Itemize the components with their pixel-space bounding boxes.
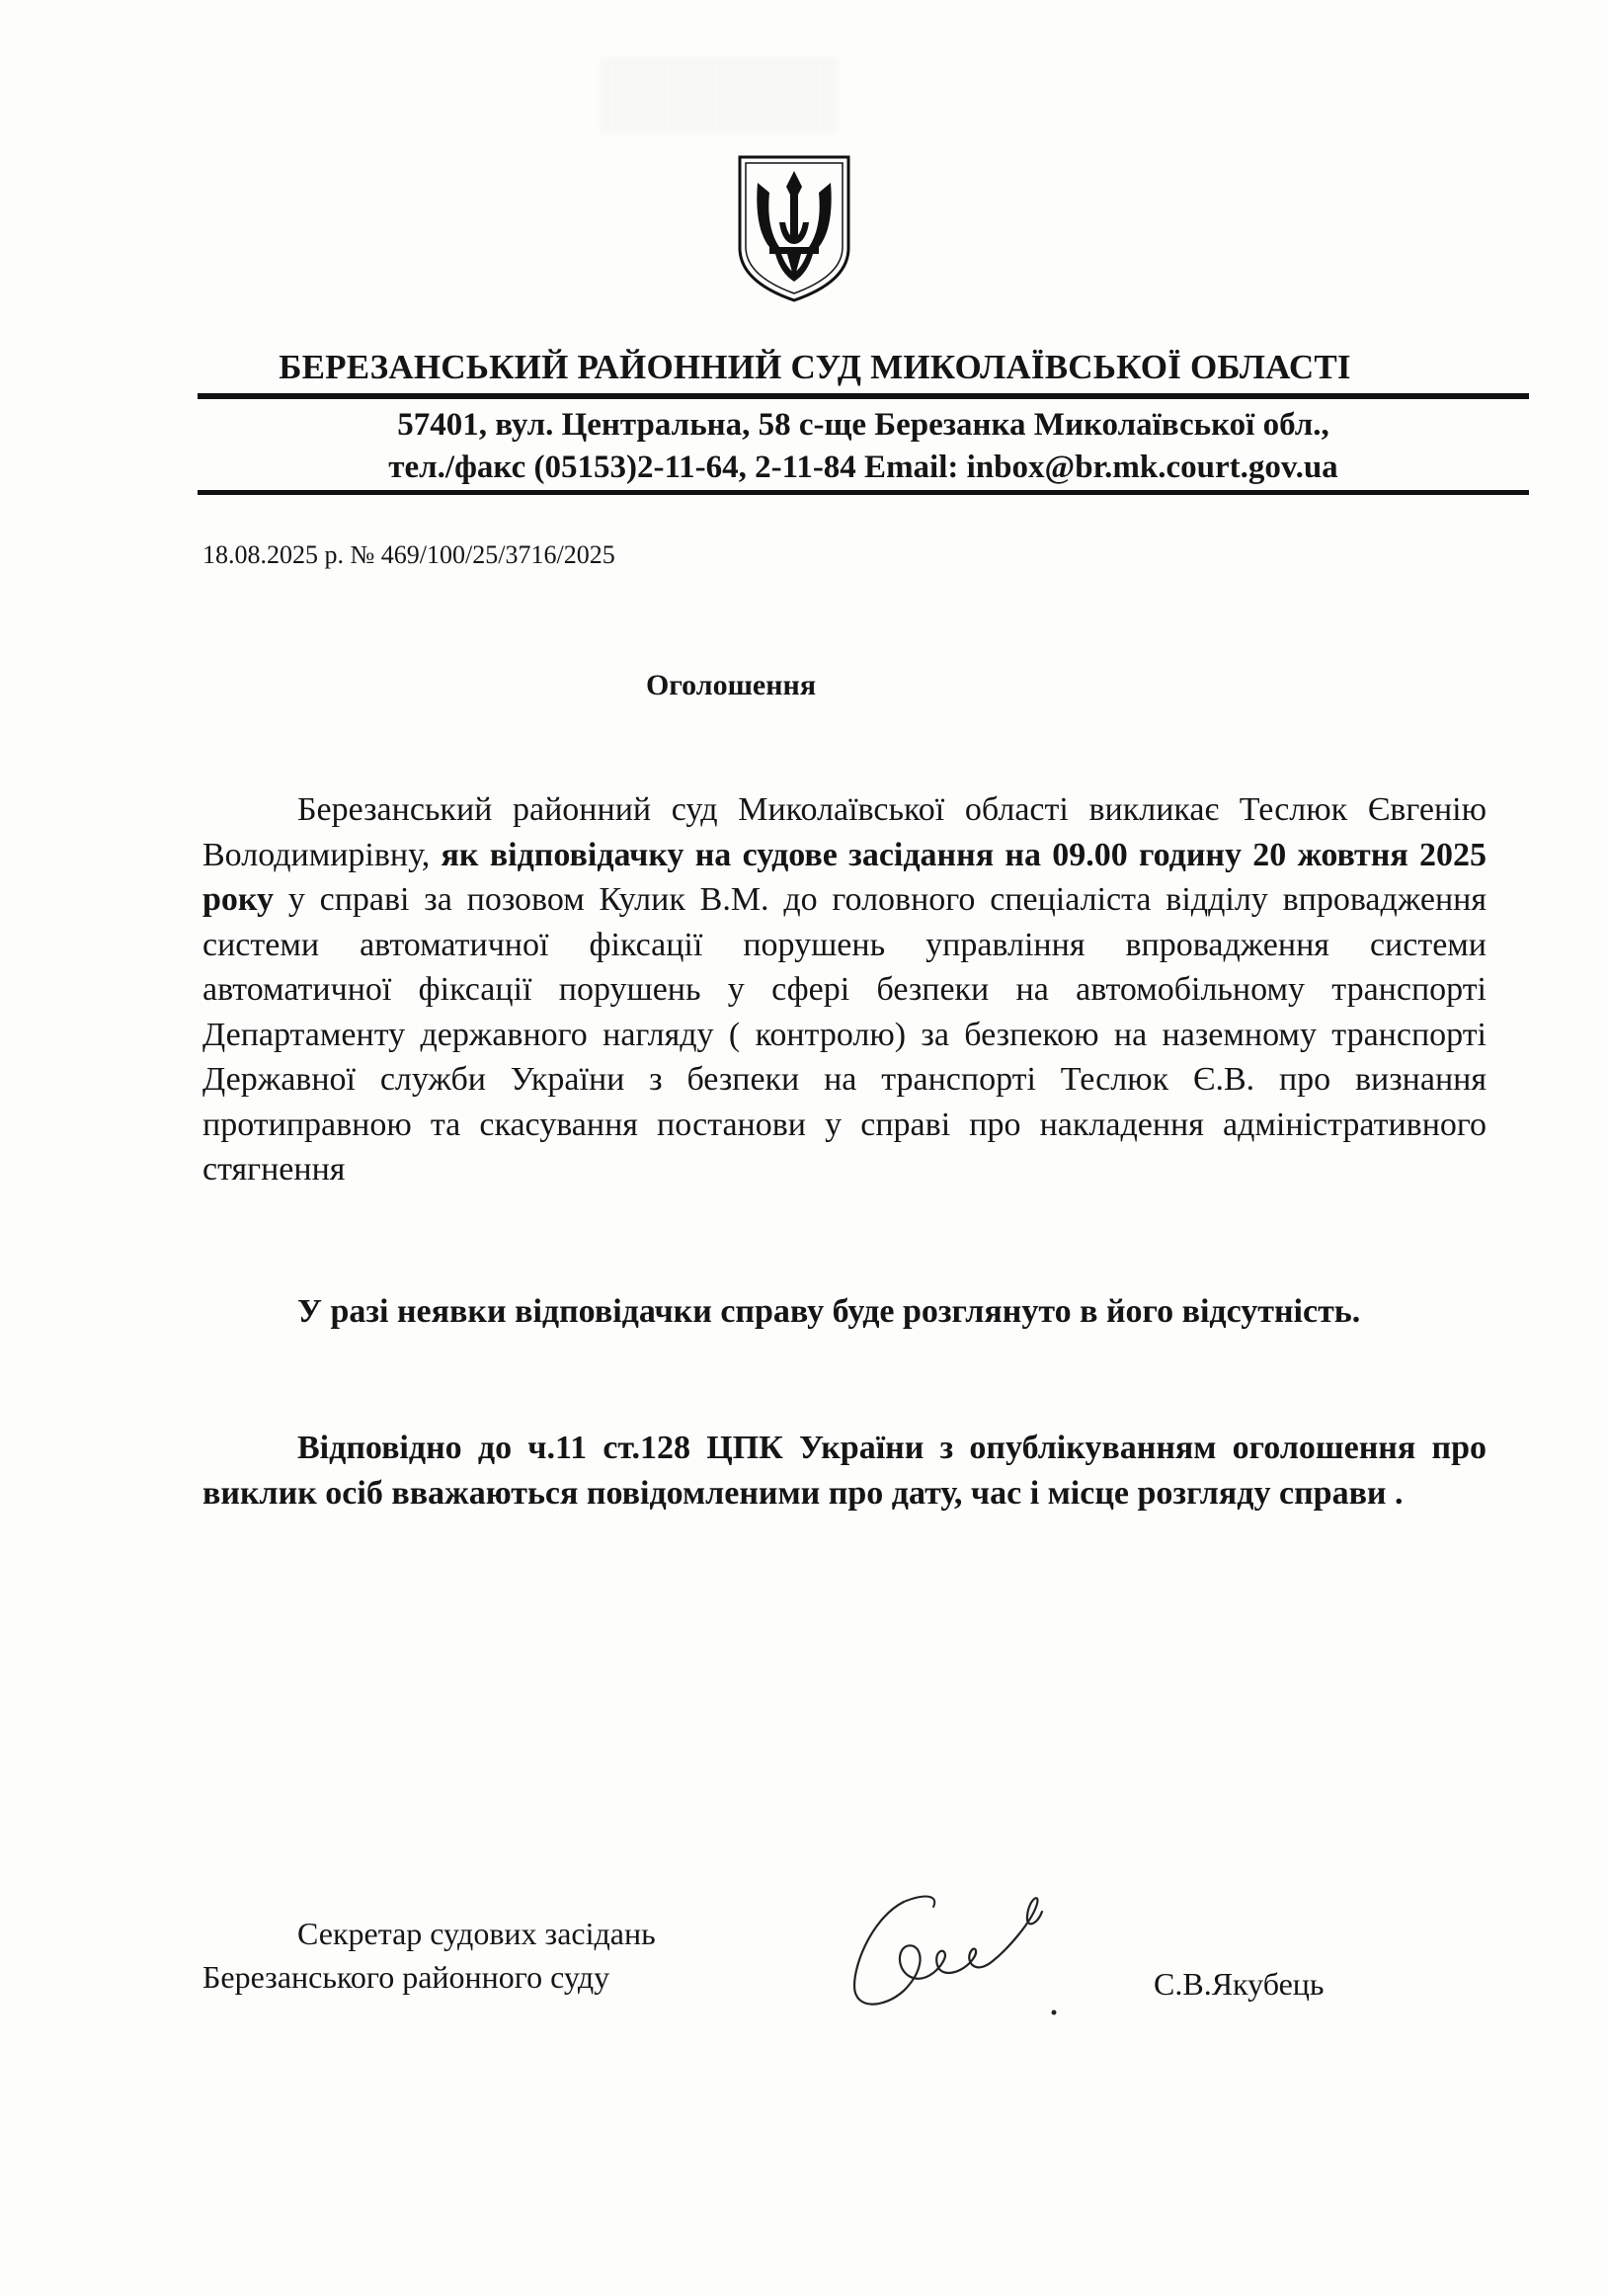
signer-title-line: Березанського районного суду [202,1959,610,1995]
header-divider-bottom [198,490,1529,495]
absence-warning: У разі неявки відповідачки справу буде розглянуто в його відсутність. [297,1293,1361,1330]
trident-coat-of-arms-icon [736,153,852,304]
signer-title-line: Секретар судових засідань [297,1916,656,1951]
notice-body [202,787,1487,1192]
scan-artifact [601,57,838,134]
handwritten-signature-icon [835,1862,1131,2035]
document-reference: 18.08.2025 р. № 469/100/25/3716/2025 [202,540,615,569]
hearing-details: як відповідачку на судове засідання на 09.00 годину 20 жовтня 2025 року [202,836,1487,918]
body-text-part: у справі за позовом Кулик В.М. до головного спеціаліста відділу впровадження системи автоматичної фіксації порушень управління впровадження системи автоматичної фіксації порушень у сфері безпеки на автомобільному транспорті Департаменту державного нагляду ( контролю) за безпекою на наземному транспорті Державної служби України з безпеки на транспорті Теслюк Є.В. про визнання протиправною та скасування постанови у справі про накладення адміністративного стягнення [202,881,1487,1188]
document-title: Оголошення [645,669,817,701]
court-address: 57401, вул. Центральна, 58 с-ще Березанка Миколаївської обл., [397,407,1329,443]
header-divider-top [198,393,1529,399]
body-text-part: Березанський районний суд Миколаївської області викликає Теслюк Євгенію Володимирівну, [202,791,1487,873]
signer-name: С.В.Якубець [1154,1966,1325,2002]
signer-position [202,1912,656,1999]
court-contacts: тел./факс (05153)2-11-64, 2-11-84 Email: inbox@br.mk.court.gov.ua [388,450,1338,485]
court-name: БЕРЕЗАНСЬКИЙ РАЙОННИЙ СУД МИКОЛАЇВСЬКОЇ ОБЛАСТІ [279,348,1351,386]
publication-notice: Відповідно до ч.11 ст.128 ЦПК України з опублікуванням оголошення про виклик осіб вважаються повідомленими про дату, час і місце розгляду справи . [202,1430,1487,1512]
